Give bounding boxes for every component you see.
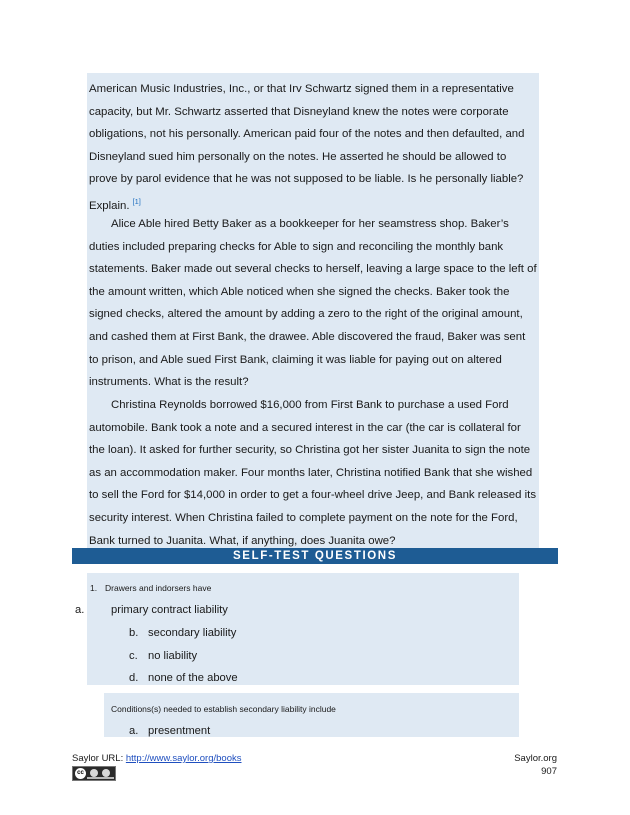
option-text: none of the above [148,672,238,684]
option-letter: b. [129,627,139,639]
footer-site: Saylor.org [514,753,557,764]
share-alike-icon [102,769,110,777]
option-letter: a. [129,725,139,737]
page-number: 907 [541,766,557,777]
question-text: Drawers and indorsers have [105,583,212,593]
option-text: secondary liability [148,627,237,639]
option-letter: d. [129,672,139,684]
attribution-icon [90,769,98,777]
cc-icon: cc [75,768,86,779]
license-badge [72,766,116,781]
footer-source [72,753,242,765]
footnote-link[interactable]: [1] [132,196,141,206]
exercise-paragraph-3: Christina Reynolds borrowed $16,000 from First Bank to purchase a used Ford automobile. Bank took a note and a secured interest in the car (the car is collateral for the loan). It asked for further security, so Christina got her sister Juanita to sign the note as an accommodation maker. Four months later, Christina notified Bank that she wished to sell the Ford for $14,000 in order to get a four-wheel drive Jeep, and Bank released its security interest. When Christina failed to complete payment on the note for the Ford, Bank turned to Juanita. What, if anything, does Juanita owe? [89,399,537,547]
license-strip [87,777,114,779]
option-letter: c. [129,650,138,662]
footer-url-label: Saylor URL: [72,753,126,764]
option-text: primary contract liability [111,604,228,616]
question-text: Conditions(s) needed to establish secondary liability include [111,704,336,714]
option-letter: a. [75,604,85,616]
footer-url-link[interactable]: http://www.saylor.org/books [125,753,242,764]
question-number: 1. [90,583,98,593]
option-text: no liability [148,650,198,662]
exercise-paragraph-2: Alice Able hired Betty Baker as a bookkeeper for her seamstress shop. Baker’s duties included preparing checks for Able to sign and reconciling the monthly bank statements. Baker made out several checks to herself, leaving a large space to the left of the amount written, which Able noticed when she signed the checks. Baker took the signed checks, altered the amount by adding a zero to the right of the original amount, and cashed them at First Bank, the drawee. Able discovered the fraud, Baker was sent to prison, and Able sued First Bank, claiming it was liable for paying out on altered instruments. What is the result? [89,218,537,389]
exercise-paragraph-1: American Music Industries, Inc., or that Irv Schwartz signed them in a representative capacity, but Mr. Schwartz asserted that Disneyland knew the notes were corporate obligations, not his personally. American paid four of the notes and then defaulted, and Disneyland sued him personally on the notes. He asserted he should be allowed to prove by parol evidence that he was not supposed to be liable. Is he personally liable? Explain. [1] [89,83,525,212]
section-heading: SELF-TEST QUESTIONS [72,548,558,564]
option-text: presentment [148,725,211,737]
